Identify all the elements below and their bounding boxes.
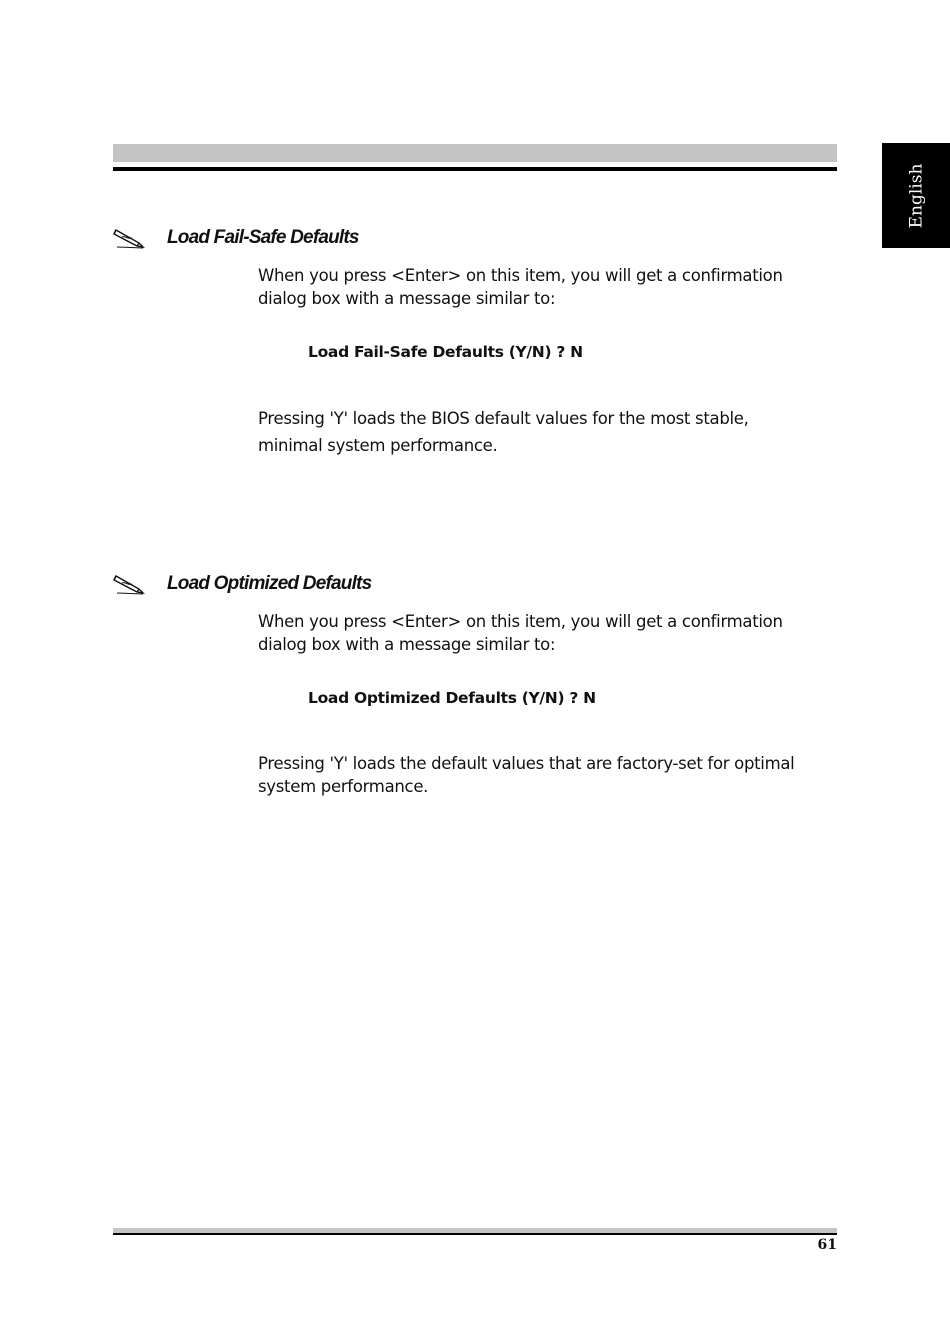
dialog-message: Load Optimized Defaults (Y/N) ? N [308,689,596,707]
header-gray-bar [113,144,837,162]
section-heading-optimized [113,573,371,595]
section-title: Load Fail-Safe Defaults [167,227,359,248]
dialog-message: Load Fail-Safe Defaults (Y/N) ? N [308,343,583,361]
footer-black-rule [113,1233,837,1235]
section-description-line: Pressing 'Y' loads the BIOS default values for the most stable, [258,409,749,428]
pencil-icon [113,227,147,249]
section-description-line: Pressing 'Y' loads the default values that are factory-set for optimal [258,754,795,773]
page-number: 61 [817,1237,837,1253]
section-description-line: system performance. [258,777,429,796]
section-intro-line: When you press <Enter> on this item, you will get a confirmation [258,266,783,285]
section-heading-fail-safe [113,227,359,249]
section-intro-line: dialog box with a message similar to: [258,635,556,654]
section-title: Load Optimized Defaults [167,573,372,594]
section-intro-line: dialog box with a message similar to: [258,289,556,308]
pencil-icon [113,573,147,595]
language-tab-label: English [905,163,926,228]
header-black-rule [113,167,837,171]
section-intro-line: When you press <Enter> on this item, you will get a confirmation [258,612,783,631]
section-description-line: minimal system performance. [258,436,498,455]
language-tab [882,143,950,248]
